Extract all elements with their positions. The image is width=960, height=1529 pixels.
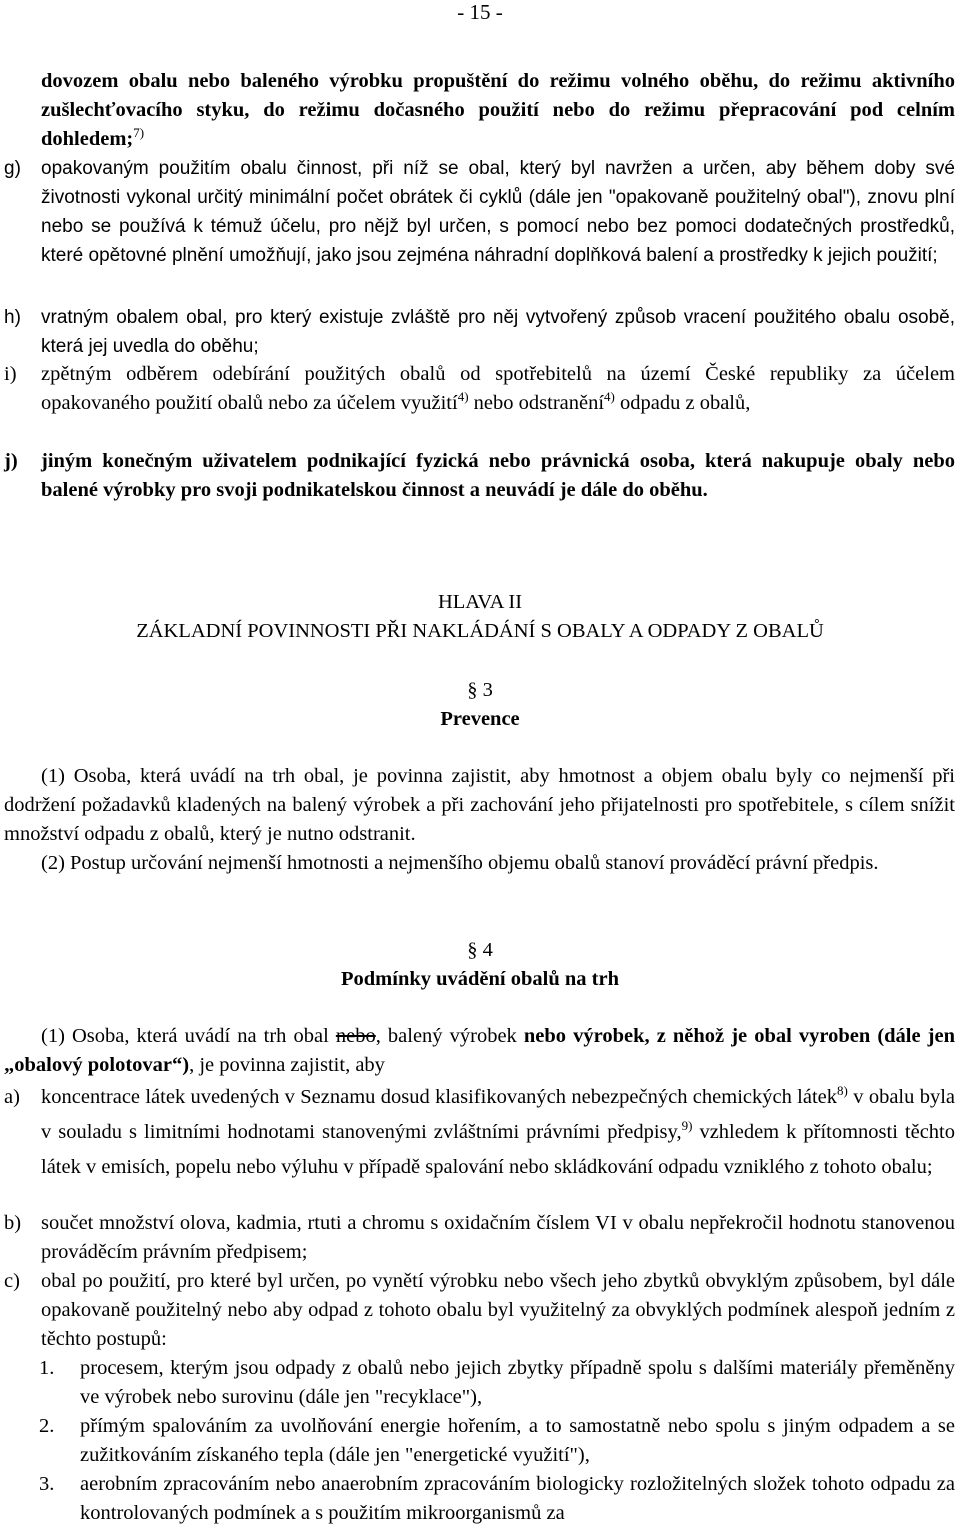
item-label: c) [4,1270,20,1292]
chapter-title: HLAVA II [437,591,523,613]
item-label: g) [4,158,21,179]
item-text: součet množství olova, kadmia, rtuti a chromu s oxidačním číslem VI v obalu nepřekročil hodnotu stanovenou prováděcím právním předpisem; [41,1212,955,1263]
method-3 [39,1470,955,1528]
paragraph-text: (1) Osoba, která uvádí na trh obal [41,1025,336,1047]
section3-paragraph-1: (1) Osoba, která uvádí na trh obal, je povinna zajistit, aby hmotnost a objem obalu byly co nejmenší při dodržení požadavků kladených na balený výrobek a při zachování jeho přijatelnosti pro spotřebitele, s cílem snížit množství odpadu z obalů, který je nutno odstranit. [4,765,955,845]
item-text: aerobním zpracováním nebo anaerobním zpracováním biologicky rozložitelných složek tohoto odpadu za kontrolovaných podmínek a s použitím mikroorganismů za [80,1473,955,1524]
chapter-subtitle: ZÁKLADNÍ POVINNOSTI PŘI NAKLÁDÁNÍ S OBALY A ODPADY Z OBALŮ [136,620,824,642]
item-text: obal po použití, pro které byl určen, po vynětí výrobku nebo všech jeho zbytků obvyklým způsobem, byl dále opakovaně použitelný nebo aby odpad z tohoto obalu byl využitelný za obvyklých podmínek alespoň jedním z těchto postupů: [41,1270,955,1350]
page-number: - 15 - [457,0,503,24]
item-label: 3. [39,1473,55,1495]
definition-i [4,360,955,418]
paragraph-text: , je povinna zajistit, aby [189,1054,385,1076]
section-title: Prevence [440,708,520,730]
item-text: procesem, kterým jsou odpady z obalů nebo jejich zbytky případně spolu s dalšími materiály přeměněny ve výrobek nebo surovinu (dále jen "recyklace"), [80,1357,955,1408]
section-sign: § 3 [467,679,493,701]
item-text: odpadu z obalů, [614,392,751,414]
item-label: j) [4,450,18,472]
condition-a [4,1080,956,1185]
item-label: 1. [39,1357,55,1379]
section3-paragraph-2: (2) Postup určování nejmenší hmotnosti a nejmenšího objemu obalů stanoví prováděcí právní předpis. [41,852,879,874]
item-text: nebo odstranění [468,392,605,414]
method-2 [39,1412,955,1470]
item-text: zpětným odběrem odebírání použitých obalů od spotřebitelů na území České republiky za účelem opakovaného použití obalů nebo za účelem využití [41,363,955,414]
item-label: i) [4,363,17,385]
definition-j [4,447,955,505]
item-text: přímým spalováním za uvolňování energie hořením, a to samostatně nebo spolu s jiným odpadem a se zužitkováním získaného tepla (dále jen "energetické využití"), [80,1415,955,1466]
item-label: a) [4,1086,20,1108]
item-text: vratným obalem obal, pro který existuje zvláště pro něj vytvořený způsob vracení použitého obalu osobě, která jej uvedla do oběhu; [41,307,955,357]
footnote-ref: 9) [681,1118,693,1133]
method-1 [39,1354,955,1412]
section4-paragraph-1 [4,1022,955,1080]
definition-h [4,303,955,361]
condition-b [4,1209,955,1267]
paragraph-text: , balený výrobek [375,1025,524,1047]
item-text: jiným konečným uživatelem podnikající fyzická nebo právnická osoba, která nakupuje obaly nebo balené výrobky pro svoji podnikatelskou činnost a neuvádí je dále do oběhu. [41,450,955,501]
item-label: b) [4,1212,22,1234]
section-sign: § 4 [467,939,493,961]
footnote-ref: 8) [837,1083,848,1098]
footnote-ref: 7) [133,125,145,140]
item-label: 2. [39,1415,55,1437]
item-label: h) [4,307,21,328]
condition-c [4,1267,955,1354]
definition-g [4,154,955,270]
item-text: vzhledem k přítomnosti těchto látek v emisích, popelu nebo výluhu v případě spalování nebo skládkování odpadu vzniklého z tohoto obalu; [41,1121,956,1178]
inserted-text: nebo výrobek, z něhož je obal vyroben (dále jen „obalový polotovar“) [4,1025,955,1076]
section-title: Podmínky uvádění obalů na trh [341,968,619,990]
footnote-ref: 4) [457,389,469,404]
item-text: opakovaným použitím obalu činnost, při níž se obal, který byl navržen a určen, aby během doby své životnosti vykonal určitý minimální počet obrátek či cyklů (dále jen "opakovaně použitelný obal"), znovu plní nebo se používá k témuž účelu, pro nějž byl určen, s pomocí nebo bez pomoci dodatečných prostředků, které opětovné plnění umožňují, jako jsou zejména náhradní doplňková balení a prostředky k jejich použití; [41,158,955,266]
intro-text: dovozem obalu nebo baleného výrobku propuštění do režimu volného oběhu, do režimu aktivního zušlechťovacího styku, do režimu dočasného použití nebo do režimu přepracování pod celním dohledem; [41,70,955,150]
struck-text: nebo [335,1025,376,1047]
item-text: koncentrace látek uvedených v Seznamu dosud klasifikovaných nebezpečných chemických látek [41,1086,838,1108]
footnote-ref: 4) [604,389,615,404]
intro-paragraph [41,67,955,154]
item-text: v obalu byla v souladu s limitními hodnotami stanovenými zvláštními právními předpisy, [41,1086,955,1143]
